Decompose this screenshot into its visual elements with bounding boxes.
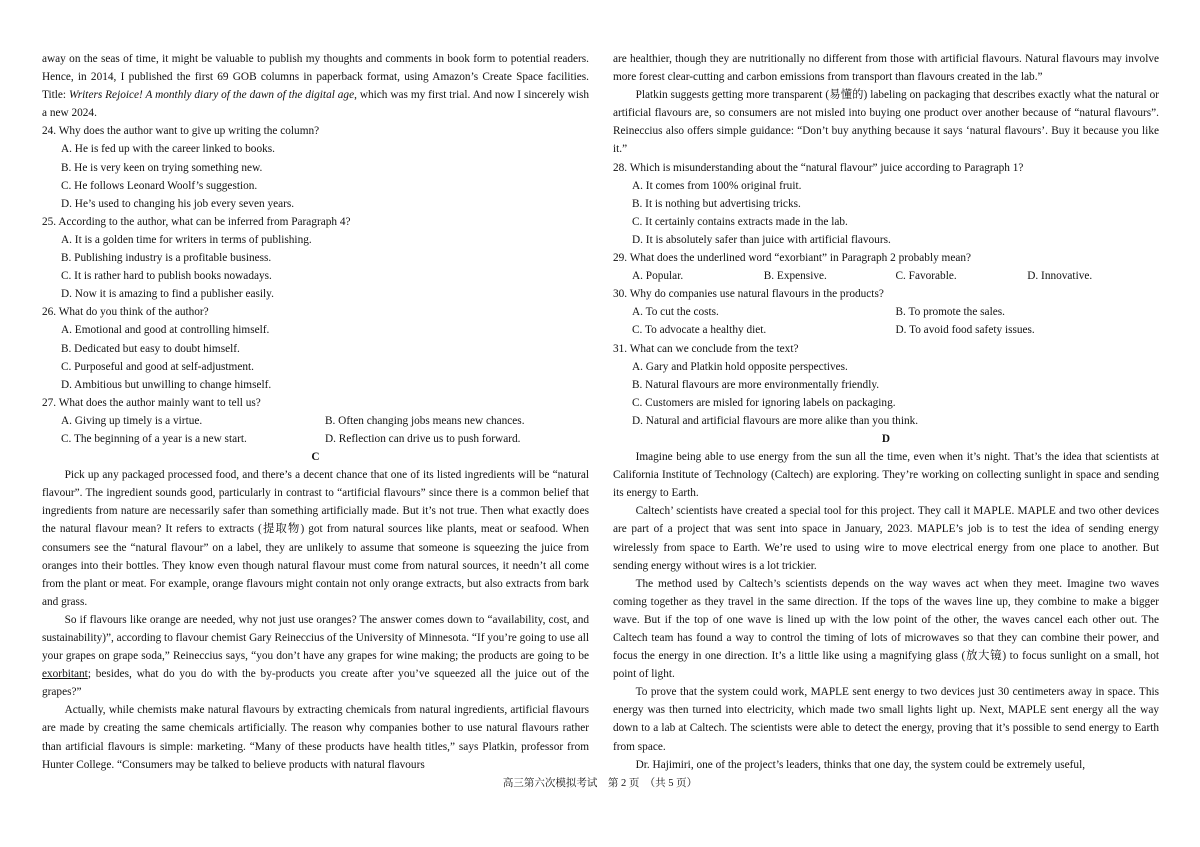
option-24d: D. He’s used to changing his job every seven years. (61, 197, 295, 210)
underlined-word: exorbitant (42, 668, 88, 681)
option-29c: C. Favorable. (895, 270, 957, 283)
question-30: 30. Why do companies use natural flavours in the products? (613, 288, 884, 301)
option-24b: B. He is very keen on trying something new. (61, 161, 263, 174)
passage-d-paragraph-1: Imagine being able to use energy from the sun all the time, even when it’s night. That’s the idea that scientists at California Institute of Technology (Caltech) are exploring. They’re working on collecting sunlight in space and sending its energy to Earth. (613, 451, 1159, 500)
passage-c-paragraph-1: Pick up any packaged processed food, and there’s a decent chance that one of its listed ingredients will be “natural flavour”. The ingredient sounds good, particularly in contrast to “artificial flavours” since there is a common belief that ingredients from nature are necessarily safer than something artificially made. But it’s not true. Then what exactly does the natural flavour mean? It refers to extracts (提取物) got from natural sources like plants, meat or seafood. When consumers see the “natural flavour” on a label, they are unlikely to assume that someone is squeezing the juice from oranges into their bottles. They know even though natural flavour must come from natural sources, it needn’t all come from the plant or meat. For example, orange flavours might contain not only orange extracts, but also extracts from bark and grass. (42, 469, 589, 608)
option-31b: B. Natural flavours are more environmentally friendly. (632, 378, 880, 391)
option-31c: C. Customers are misled for ignoring labels on packaging. (632, 396, 896, 409)
question-26: 26. What do you think of the author? (42, 306, 209, 319)
option-27a: A. Giving up timely is a virtue. (61, 414, 203, 427)
passage-c-paragraph-2: So if flavours like orange are needed, why not just use oranges? The answer comes down to “availability, cost, and sustainability)”, according to flavour chemist Gary Reineccius of the University of Minnesota. “If you’re going to use all your grapes on grape soda,” Reineccius says, “you don’t have any grapes for wine making; the products are going to be exorbitant; besides, what do you do with the by-products you create after you’ve squeezed all the juice out of the grapes?” (42, 613, 589, 699)
option-30b: B. To promote the sales. (895, 306, 1005, 319)
options-27-row2 (42, 430, 589, 448)
option-26d: D. Ambitious but unwilling to change himself. (61, 378, 272, 391)
passage-c-paragraph-3: Actually, while chemists make natural flavours by extracting chemicals from natural ingredients, artificial flavours are made by creating the same chemicals artificially. The reason why companies bother to use natural flavours rather than artificial flavours is simple: marketing. “Many of these products have health titles,” says Platkin, professor from Hunter College. “Consumers may be talked to believe products with natural flavours (42, 704, 589, 771)
question-24: 24. Why does the author want to give up writing the column? (42, 125, 320, 138)
option-25c: C. It is rather hard to publish books nowadays. (61, 270, 272, 283)
options-27-row1 (42, 412, 589, 430)
option-30d: D. To avoid food safety issues. (895, 324, 1035, 337)
option-29b: B. Expensive. (763, 270, 827, 283)
passage-c-continuation: are healthier, though they are nutritionally no different from those with artificial flavours. Natural flavours may involve more forest clear-cutting and carbon emissions from transport than flavours created in the lab.” (613, 53, 1159, 84)
options-30-row1 (613, 303, 1159, 321)
question-29: 29. What does the underlined word “exorbiant” in Paragraph 2 probably mean? (613, 252, 972, 265)
question-31: 31. What can we conclude from the text? (613, 342, 799, 355)
options-30-row2 (613, 321, 1159, 339)
option-28b: B. It is nothing but advertising tricks. (632, 197, 801, 210)
section-c-heading: C (311, 451, 320, 464)
page-footer: 高三第六次模拟考试 第 2 页 （共 5 页） (502, 778, 698, 789)
option-26a: A. Emotional and good at controlling himself. (61, 324, 270, 337)
option-28a: A. It comes from 100% original fruit. (632, 179, 802, 192)
section-d-heading: D (881, 432, 891, 445)
passage-d-paragraph-4: To prove that the system could work, MAPLE sent energy to two devices just 30 centimeters away in space. This energy was then turned into electricity, which made two small lights light up. Next, MAPLE sent energy all the way down to a lab at Caltech. The scientists were able to detect the energy, proving that it’s possible to send energy to Earth from space. (613, 686, 1159, 753)
passage-d-paragraph-3: The method used by Caltech’s scientists depends on the way waves act when they meet. Imagine two waves coming together as they travel in the same direction. If the tops of the waves line up, they combine to make a bigger wave. But if the top of one wave is lined up with the low point of the other, the waves cancel each other out. The Caltech team has found a way to control the timing of lots of microwaves so that they can combine their power, and focus the energy in one direction. It’s a little like using a magnifying glass (放大镜) to focus sunlight on a small, hot point of light. (613, 577, 1159, 681)
option-28c: C. It certainly contains extracts made in the lab. (632, 215, 848, 228)
option-26c: C. Purposeful and good at self-adjustment. (61, 360, 254, 373)
option-31a: A. Gary and Platkin hold opposite perspectives. (632, 360, 848, 373)
option-24a: A. He is fed up with the career linked to books. (61, 143, 275, 156)
question-25: 25. According to the author, what can be inferred from Paragraph 4? (42, 215, 351, 228)
question-28: 28. Which is misunderstanding about the “natural flavour” juice according to Paragraph 1? (613, 161, 1024, 174)
option-25d: D. Now it is amazing to find a publisher easily. (61, 288, 274, 301)
options-29-row (613, 267, 1159, 285)
passage-d-paragraph-5: Dr. Hajimiri, one of the project’s leaders, thinks that one day, the system could be extremely useful, (635, 758, 1086, 771)
option-29a: A. Popular. (632, 270, 684, 283)
passage-c-paragraph-5: Platkin suggests getting more transparent (易懂的) labeling on packaging that describes exactly what the natural or artificial flavours are, so consumers are not misled into buying one product over another because of “natural flavours”. Reineccius also offers simple guidance: “Don’t buy anything because it says ‘natural flavours’. Buy it because you like it.” (613, 89, 1159, 156)
option-25b: B. Publishing industry is a profitable business. (61, 252, 272, 265)
option-27d: D. Reflection can drive us to push forward. (325, 432, 521, 445)
intro-paragraph: away on the seas of time, it might be valuable to publish my thoughts and comments in book form to potential readers. Hence, in 2014, I published the first 69 GOB columns in paperback format, using Amazon’s Create Space facilities. Title: Writers Rejoice! A monthly diary of the dawn of the digital age, which was my first trial. And now I sincerely wish a new 2024. (42, 53, 589, 120)
option-27c: C. The beginning of a year is a new start. (61, 432, 247, 445)
option-27b: B. Often changing jobs means new chances. (325, 414, 525, 427)
option-28d: D. It is absolutely safer than juice with artificial flavours. (632, 233, 891, 246)
right-column (613, 50, 1159, 774)
option-31d: D. Natural and artificial flavours are more alike than you think. (632, 414, 919, 427)
left-column (42, 50, 589, 774)
book-title: Writers Rejoice! A monthly diary of the dawn of the digital age (68, 89, 355, 102)
option-26b: B. Dedicated but easy to doubt himself. (61, 342, 240, 355)
question-27: 27. What does the author mainly want to tell us? (42, 396, 261, 409)
option-25a: A. It is a golden time for writers in terms of publishing. (61, 233, 312, 246)
passage-d-paragraph-2: Caltech’ scientists have created a special tool for this project. They call it MAPLE. MAPLE and two other devices are part of a project that was sent into space in January, 2023. MAPLE’s job is to test the idea of sending energy wirelessly from space to Earth. We’re used to using wire to move electrical energy from one place to another. But sending energy without wires is a lot trickier. (613, 505, 1159, 572)
option-30c: C. To advocate a healthy diet. (632, 324, 767, 337)
option-29d: D. Innovative. (1027, 270, 1093, 283)
option-30a: A. To cut the costs. (632, 306, 719, 319)
option-24c: C. He follows Leonard Woolf’s suggestion. (61, 179, 258, 192)
